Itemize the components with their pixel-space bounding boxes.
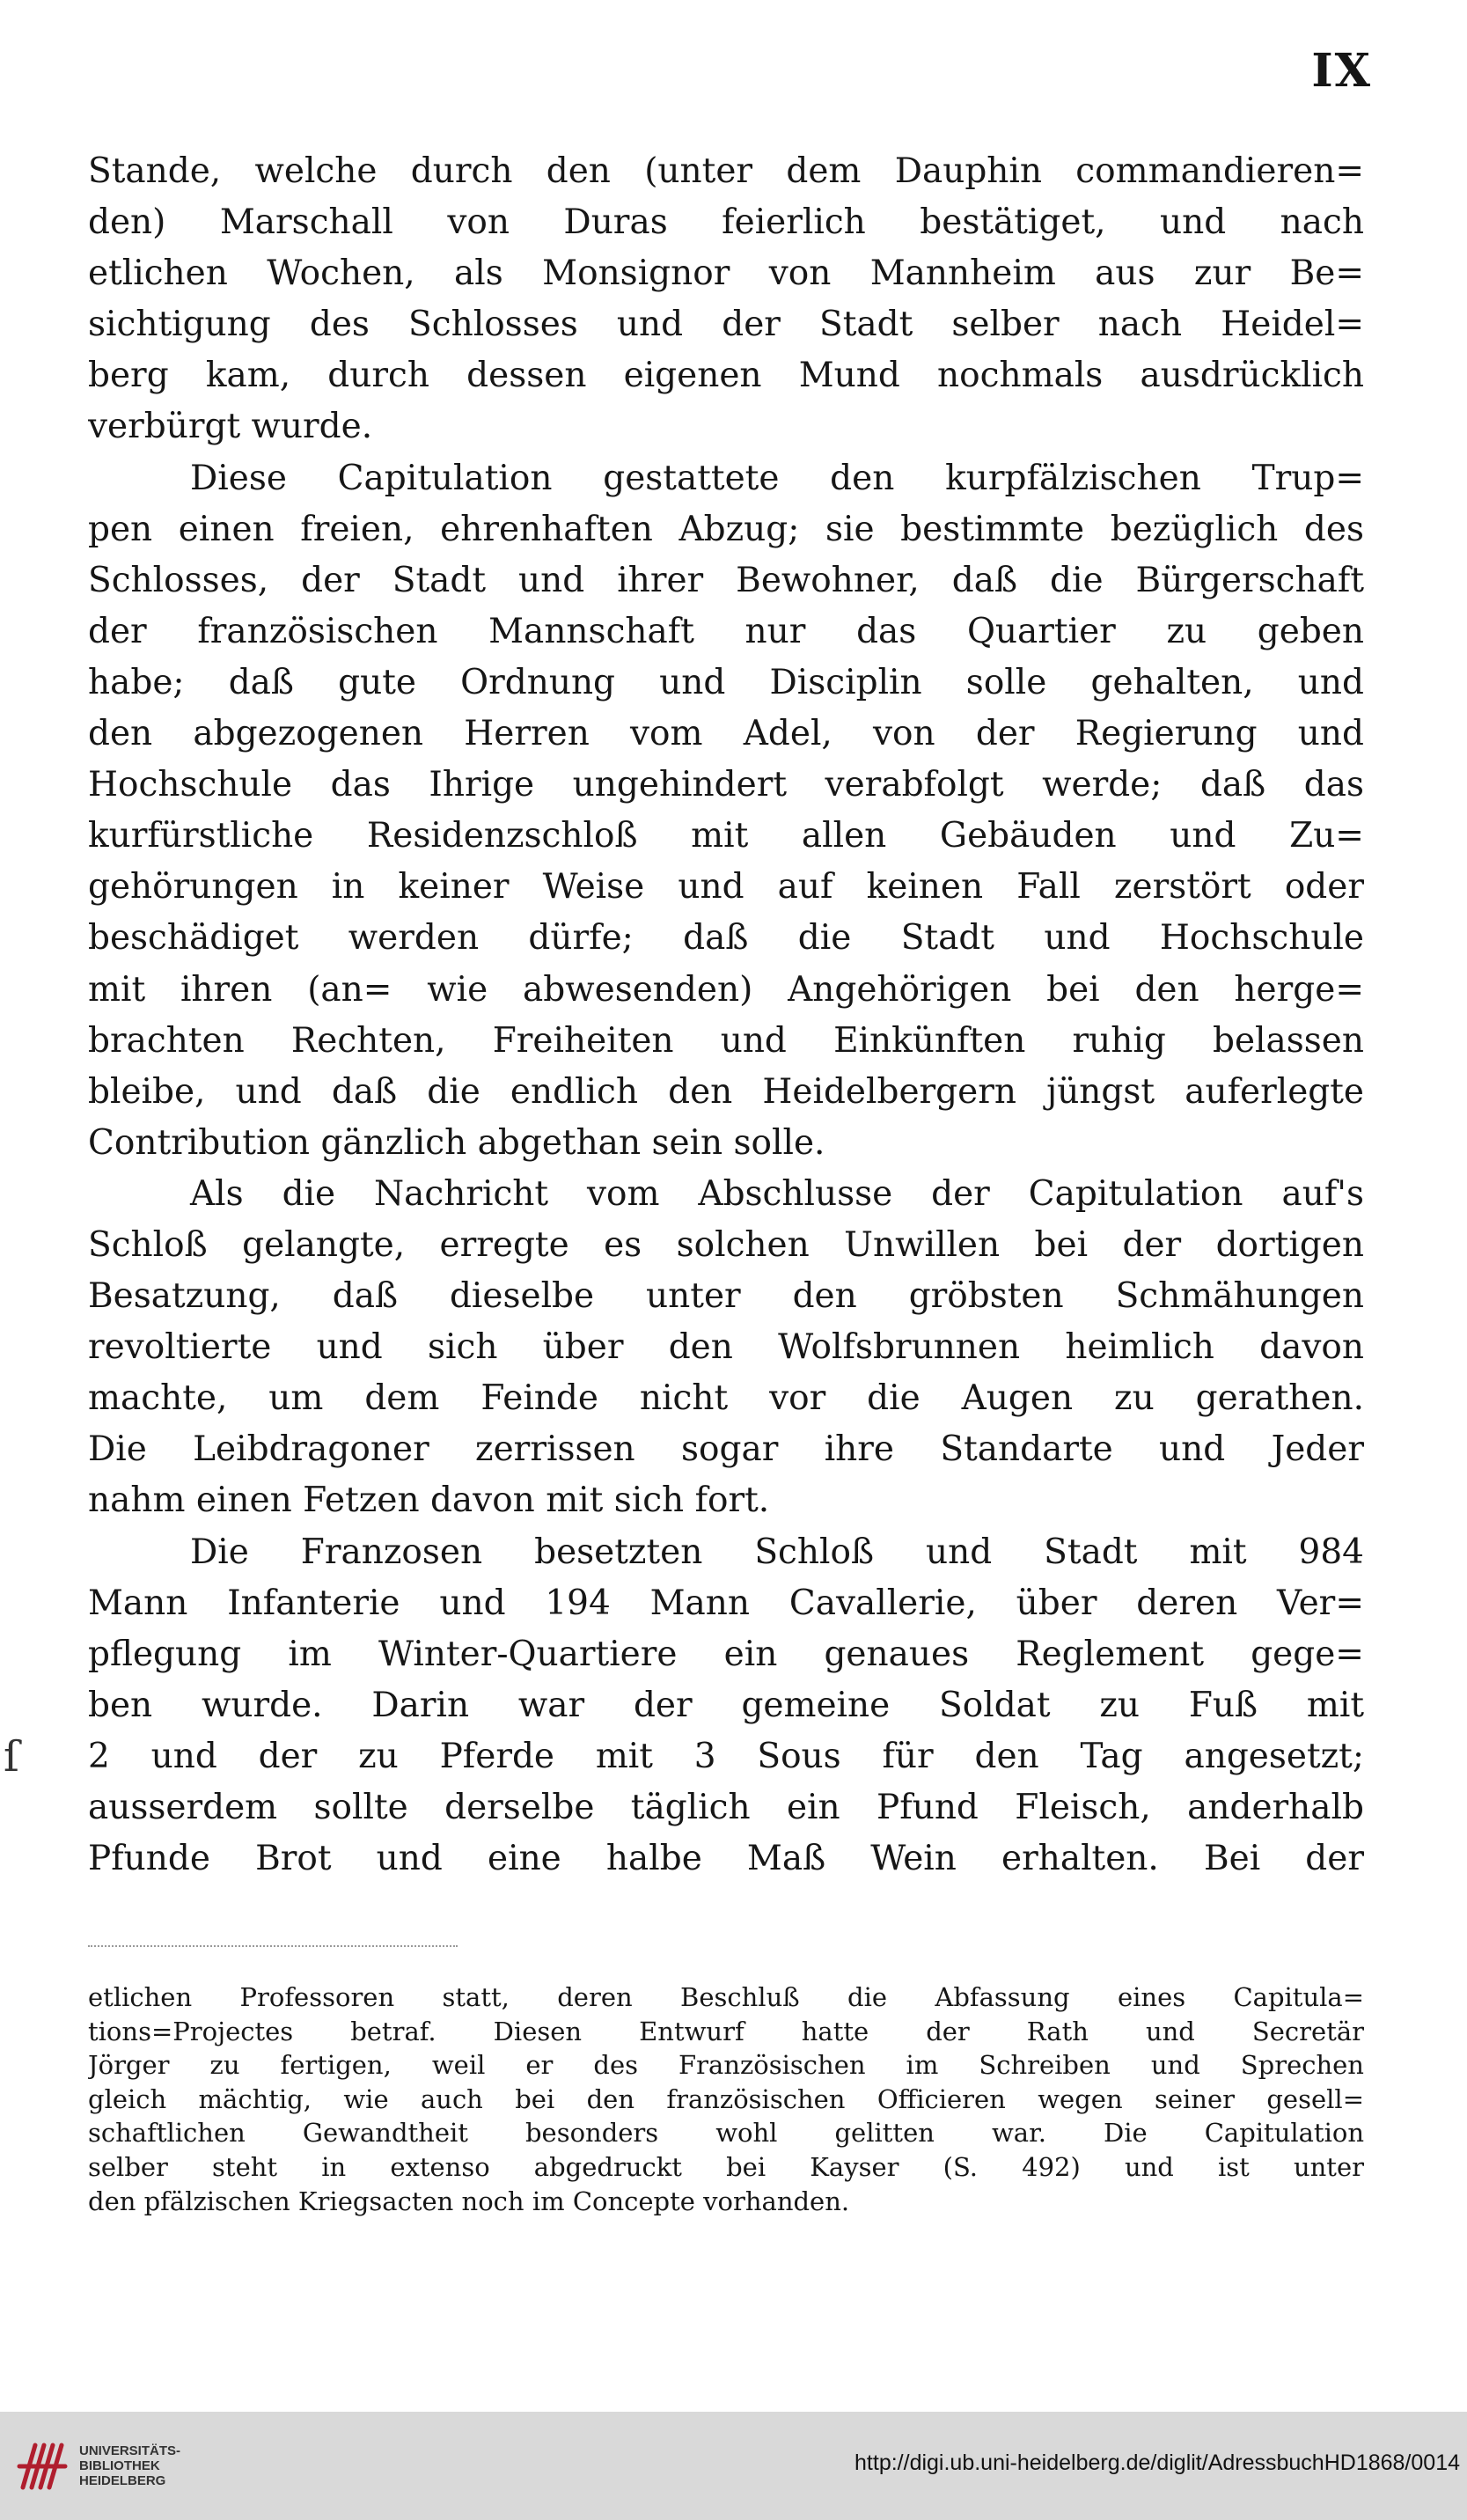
text-line: Schlosses, der Stadt und ihrer Bewohner, daß die Bürgerschaft [88, 560, 1364, 600]
footnote-line: tions=Projectes betraf. Diesen Entwurf hatte der Rath und Secretär [88, 2016, 1364, 2046]
logo-line: UNIVERSITÄTS- [79, 2443, 181, 2458]
text-line: den abgezogenen Herren vom Adel, von der Regierung und [88, 714, 1364, 754]
margin-annotation: ſ [4, 1732, 19, 1782]
permalink-url[interactable]: http://digi.ub.uni-heidelberg.de/diglit/AdressbuchHD1868/0014 [855, 2450, 1460, 2475]
footnote-divider [88, 1945, 458, 1947]
library-footer-bar [0, 2412, 1467, 2520]
text-line: nahm einen Fetzen davon mit sich fort. [88, 1480, 770, 1521]
footnote-line: Jörger zu fertigen, weil er des Französischen im Schreiben und Sprechen [88, 2050, 1364, 2081]
page-number: IX [1311, 44, 1372, 98]
footnote-block [88, 1980, 1364, 2218]
text-line: Contribution gänzlich abgethan sein solle. [88, 1122, 825, 1163]
text-line: Mann Infanterie und 194 Mann Cavallerie, über deren Ver= [88, 1583, 1364, 1623]
text-line: etlichen Wochen, als Monsignor von Mannheim aus zur Be= [88, 253, 1364, 294]
library-logo-icon [16, 2436, 69, 2494]
text-line: brachten Rechten, Freiheiten und Einkünften ruhig belassen [88, 1020, 1364, 1061]
text-line: ausserdem sollte derselbe täglich ein Pfund Fleisch, anderhalb [88, 1788, 1364, 1827]
logo-line: BIBLIOTHEK [79, 2458, 160, 2473]
logo-line: HEIDELBERG [79, 2473, 166, 2488]
text-line: Die Franzosen besetzten Schloß und Stadt mit 984 [190, 1532, 1364, 1572]
text-line: Als die Nachricht vom Abschlusse der Capitulation auf's [190, 1173, 1364, 1214]
text-line: Schloß gelangte, erregte es solchen Unwillen bei der dortigen [88, 1224, 1364, 1265]
text-line: Diese Capitulation gestattete den kurpfälzischen Trup= [190, 458, 1364, 498]
library-logo[interactable] [16, 2433, 192, 2500]
text-line: beschädiget werden dürfe; daß die Stadt und Hochschule [88, 918, 1364, 959]
footnote-line: selber steht in extenso abgedruckt bei Kayser (S. 492) und ist unter [88, 2151, 1364, 2182]
main-text-block [88, 146, 1364, 1884]
text-line: den) Marschall von Duras feierlich bestätiget, und nach [88, 202, 1364, 243]
text-line: ben wurde. Darin war der gemeine Soldat zu Fuß mit [88, 1685, 1364, 1725]
footnote-line: etlichen Professoren statt, deren Beschluß die Abfassung eines Capitula= [88, 1982, 1364, 2012]
text-line: verbürgt wurde. [88, 407, 373, 447]
text-line: berg kam, durch dessen eigenen Mund nochmals ausdrücklich [88, 356, 1364, 396]
text-line: revoltierte und sich über den Wolfsbrunnen heimlich davon [88, 1327, 1364, 1368]
text-line: Besatzung, daß dieselbe unter den gröbsten Schmähungen [88, 1276, 1364, 1317]
text-line: habe; daß gute Ordnung und Disciplin solle gehalten, und [88, 662, 1364, 702]
text-line: pflegung im Winter-Quartiere ein genaues Reglement gege= [88, 1634, 1364, 1674]
text-line: sichtigung des Schlosses und der Stadt selber nach Heidel= [88, 305, 1364, 345]
footnote-line: den pfälzischen Kriegsacten noch im Concepte vorhanden. [88, 2186, 850, 2216]
text-line: 2 und der zu Pferde mit 3 Sous für den Tag angesetzt; [88, 1736, 1364, 1776]
text-line: mit ihren (an= wie abwesenden) Angehörigen bei den herge= [88, 969, 1364, 1010]
text-line: gehörungen in keiner Weise und auf keinen Fall zerstört oder [88, 867, 1364, 907]
footnote-line: gleich mächtig, wie auch bei den französischen Officieren wegen seiner gesell= [88, 2083, 1364, 2114]
text-line: Die Leibdragoner zerrissen sogar ihre Standarte und Jeder [88, 1429, 1364, 1470]
text-line: machte, um dem Feinde nicht vor die Augen zu gerathen. [88, 1378, 1364, 1419]
text-line: pen einen freien, ehrenhaften Abzug; sie bestimmte bezüglich des [88, 509, 1364, 549]
footnote-line: schaftlichen Gewandtheit besonders wohl gelitten war. Die Capitulation [88, 2118, 1364, 2149]
text-line: Pfunde Brot und eine halbe Maß Wein erhalten. Bei der [88, 1839, 1364, 1879]
library-logo-wordmark [79, 2443, 180, 2488]
text-line: Stande, welche durch den (unter dem Dauphin commandieren= [88, 151, 1364, 191]
text-line: kurfürstliche Residenzschloß mit allen Gebäuden und Zu= [88, 816, 1364, 856]
text-line: Hochschule das Ihrige ungehindert verabfolgt werde; daß das [88, 765, 1364, 805]
text-line: bleibe, und daß die endlich den Heidelbergern jüngst auferlegte [88, 1071, 1364, 1112]
text-line: der französischen Mannschaft nur das Quartier zu geben [88, 611, 1364, 651]
